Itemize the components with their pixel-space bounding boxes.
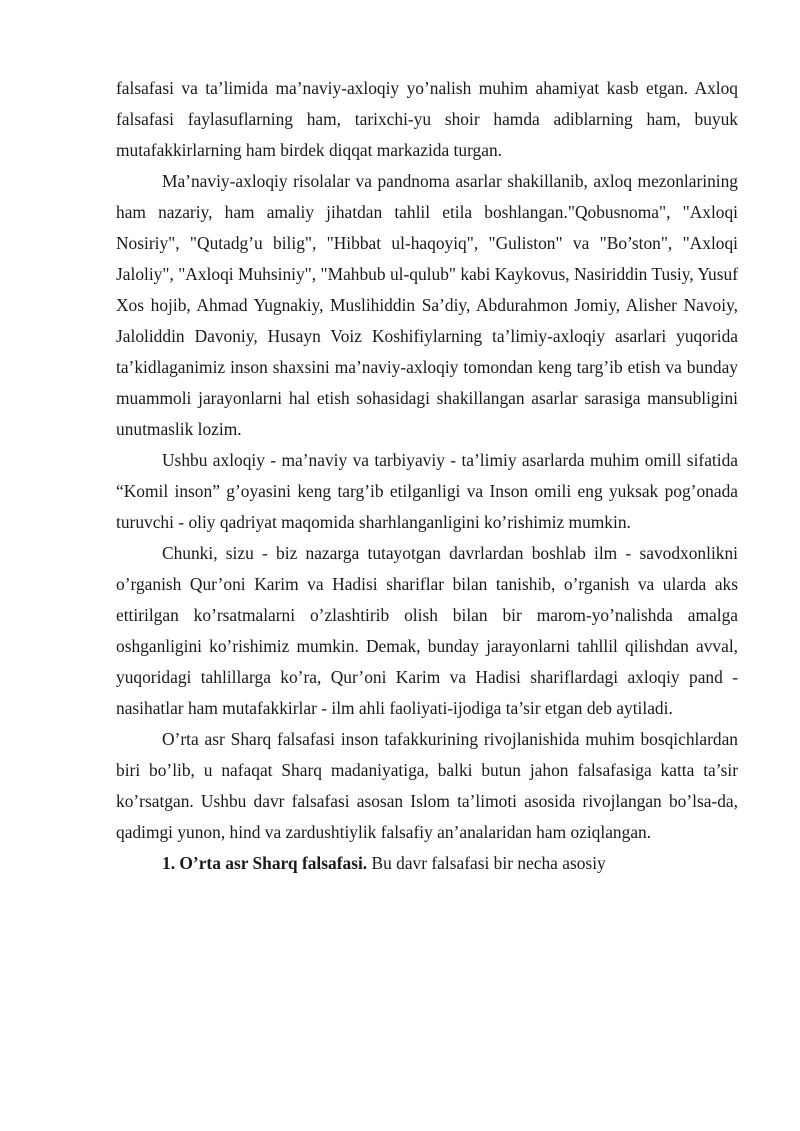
section-text: Bu davr falsafasi bir necha asosiy [367, 853, 606, 873]
section-paragraph [116, 848, 738, 879]
paragraph-perfect-man: Ushbu axloqiy - ma’naviy va tarbiyaviy - ta’limiy asarlarda muhim omill sifatida “Komil inson” g’oyasini keng targ’ib etilganligi va Inson omili eng yuksak pog’onada turuvchi - oliy qadriyat maqomida sharhlanganligini ko’rishimiz mumkin. [116, 450, 738, 532]
paragraph-quran-hadith: Chunki, sizu - biz nazarga tutayotgan davrlardan boshlab ilm - savodxonlikni o’rganish Qur’oni Karim va Hadisi shariflar bilan tanishib, o’rganish va ularda aks ettirilgan ko’rsatmalarni o’zlashtirib olish bilan bir marom-yo’nalishda amalga oshganligini ko’rishimiz mumkin. Demak, bunday jarayonlarni tahllil qilishdan avval, yuqoridagi tahlillarga ko’ra, Qur’oni Karim va Hadisi shariflardagi axloqiy pand -nasihatlar ham mutafakkirlar - ilm ahli faoliyati-ijodiga ta’sir etgan deb aytiladi. [116, 543, 738, 718]
paragraph-medieval-philosophy: O’rta asr Sharq falsafasi inson tafakkurining rivojlanishida muhim bosqichlardan biri bo’lib, u nafaqat Sharq madaniyatiga, balki butun jahon falsafasiga katta ta’sir ko’rsatgan. Ushbu davr falsafasi asosan Islom ta’limoti asosida rivojlangan bo’lsa-da, qadimgi yunon, hind va zardushtiylik falsafiy an’analaridan ham oziqlangan. [116, 729, 738, 842]
paragraph-ethical-treatises: Ma’naviy-axloqiy risolalar va pandnoma asarlar shakillanib, axloq mezonlarining ham nazariy, ham amaliy jihatdan tahlil etila boshlangan."Qobusnoma", "Axloqi Nosiriy", "Qutadg’u bilig", "Hibbat ul-haqoyiq", "Guliston" va "Bo’ston", "Axloqi Jaloliy", "Axloqi Muhsiniy", "Mahbub ul-qulub" kabi Kaykovus, Nasiriddin Tusiy, Yusuf Xos hojib, Ahmad Yugnakiy, Muslihiddin Sa’diy, Abdurahmon Jomiy, Alisher Navoiy, Jaloliddin Davoniy, Husayn Voiz Koshifiylarning ta’limiy-axloqiy asarlari yuqorida ta’kidlaganimiz inson shaxsini ma’naviy-axloqiy tomondan keng targ’ib etish va bunday muammoli jarayonlarni hal etish sohasidagi shakillangan asarlar sarasiga mansubligini unutmaslik lozim. [116, 171, 738, 439]
paragraph-continuation: falsafasi va ta’limida ma’naviy-axloqiy yo’nalish muhim ahamiyat kasb etgan. Axloq falsafasi faylasuflarning ham, tarixchi-yu shoir hamda adiblarning ham, buyuk mutafakkirlarning ham birdek diqqat markazida turgan. [116, 78, 738, 160]
document-body [116, 73, 738, 879]
section-heading: 1. O’rta asr Sharq falsafasi. [162, 853, 368, 873]
